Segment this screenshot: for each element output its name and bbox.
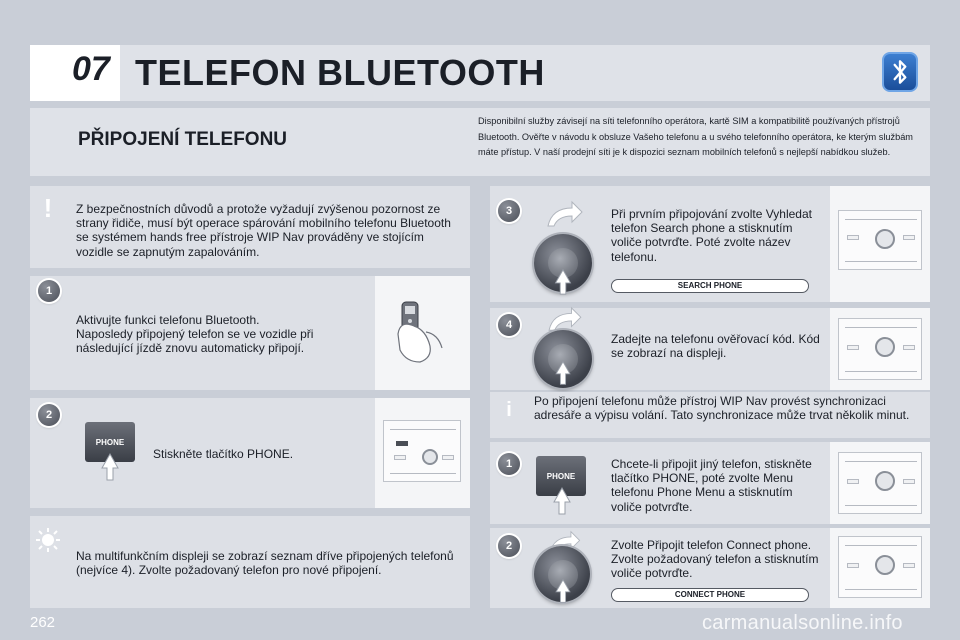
press-arrow-icon xyxy=(552,486,572,516)
section-title: PŘIPOJENÍ TELEFONU xyxy=(78,129,288,150)
step2-text: Stiskněte tlačítko PHONE. xyxy=(153,447,294,461)
sun-icon xyxy=(34,526,62,554)
page-title: TELEFON BLUETOOTH xyxy=(135,52,545,93)
step-badge-b2: 2 xyxy=(498,535,520,557)
radio-unit-image xyxy=(383,420,461,482)
step-badge-1: 1 xyxy=(38,280,60,302)
phone-button: PHONE xyxy=(536,456,586,496)
step-badge-3: 3 xyxy=(498,200,520,222)
radio-unit-image xyxy=(838,318,922,380)
radio-unit-image xyxy=(838,452,922,514)
chapter-number: 07 xyxy=(72,50,110,88)
step-badge-b1: 1 xyxy=(498,453,520,475)
press-arrow-icon xyxy=(553,268,573,296)
press-arrow-icon xyxy=(553,578,573,604)
search-phone-pill: SEARCH PHONE xyxy=(611,279,809,293)
turn-arrow-icon xyxy=(544,200,584,230)
phone-button: PHONE xyxy=(85,422,135,462)
step-badge-2: 2 xyxy=(38,404,60,426)
step3-text: Při prvním připojování zvolte Vyhledat telefon Search phone a stisknutím voliče potvrďte. Poté zvolte název telefonu. xyxy=(611,207,812,264)
radio-unit-image xyxy=(838,210,922,270)
info-icon: i xyxy=(506,399,512,421)
press-arrow-icon xyxy=(100,452,120,482)
tip-text: Na multifunkčním displeji se zobrazí seznam dříve připojených telefonů (nejvíce 4). Zvolte požadovaný telefon pro nové připojení. xyxy=(76,549,454,578)
stepB2-text: Zvolte Připojit telefon Connect phone. Zvolte požadovaný telefon a stisknutím voliče potvrďte. xyxy=(611,538,819,581)
exclamation-icon: ! xyxy=(43,193,53,223)
step4-text: Zadejte na telefonu ověřovací kód. Kód se zobrazí na displeji. xyxy=(611,332,820,361)
radio-unit-image xyxy=(838,536,922,598)
phone-in-hand-icon xyxy=(380,290,460,370)
bluetooth-icon xyxy=(882,52,918,92)
step-badge-4: 4 xyxy=(498,314,520,336)
press-arrow-icon xyxy=(553,360,573,386)
watermark: carmanualsonline.info xyxy=(702,612,903,634)
stepB1-text: Chcete-li připojit jiný telefon, stiskněte tlačítko PHONE, poté zvolte Menu telefonu Phone Menu a stisknutím voliče potvrďte. xyxy=(611,457,812,514)
warning-text: Z bezpečnostních důvodů a protože vyžadují zvýšenou pozornost ze strany řidiče, musí být operace spárování mobilního telefonu Bluetooth se systémem hands free přístroje WIP Nav prováděny ve stojícím vozidle se zapnutým zapalováním. xyxy=(76,202,451,259)
intro-text: Disponibilní služby závisejí na síti telefonního operátora, kartě SIM a kompatibilitě používaných přístrojů Bluetooth. Ověřte v návodu k obsluze Vašeho telefonu a u svého telefonního operátora, ke kterým službám máte přístup. V naší prodejní síti je k dispozici seznam mobilních telefonů s nejlepší nabídkou služeb. xyxy=(478,116,913,157)
info-text: Po připojení telefonu může přístroj WIP Nav provést synchronizaci adresáře a výpisu volání. Tato synchronizace může trvat několik minut. xyxy=(534,394,910,423)
step1-text: Aktivujte funkci telefonu Bluetooth. Naposledy připojený telefon se ve vozidle při následující jízdě znovu automaticky připojí. xyxy=(76,313,314,356)
connect-phone-pill: CONNECT PHONE xyxy=(611,588,809,602)
page-number: 262 xyxy=(30,614,56,631)
